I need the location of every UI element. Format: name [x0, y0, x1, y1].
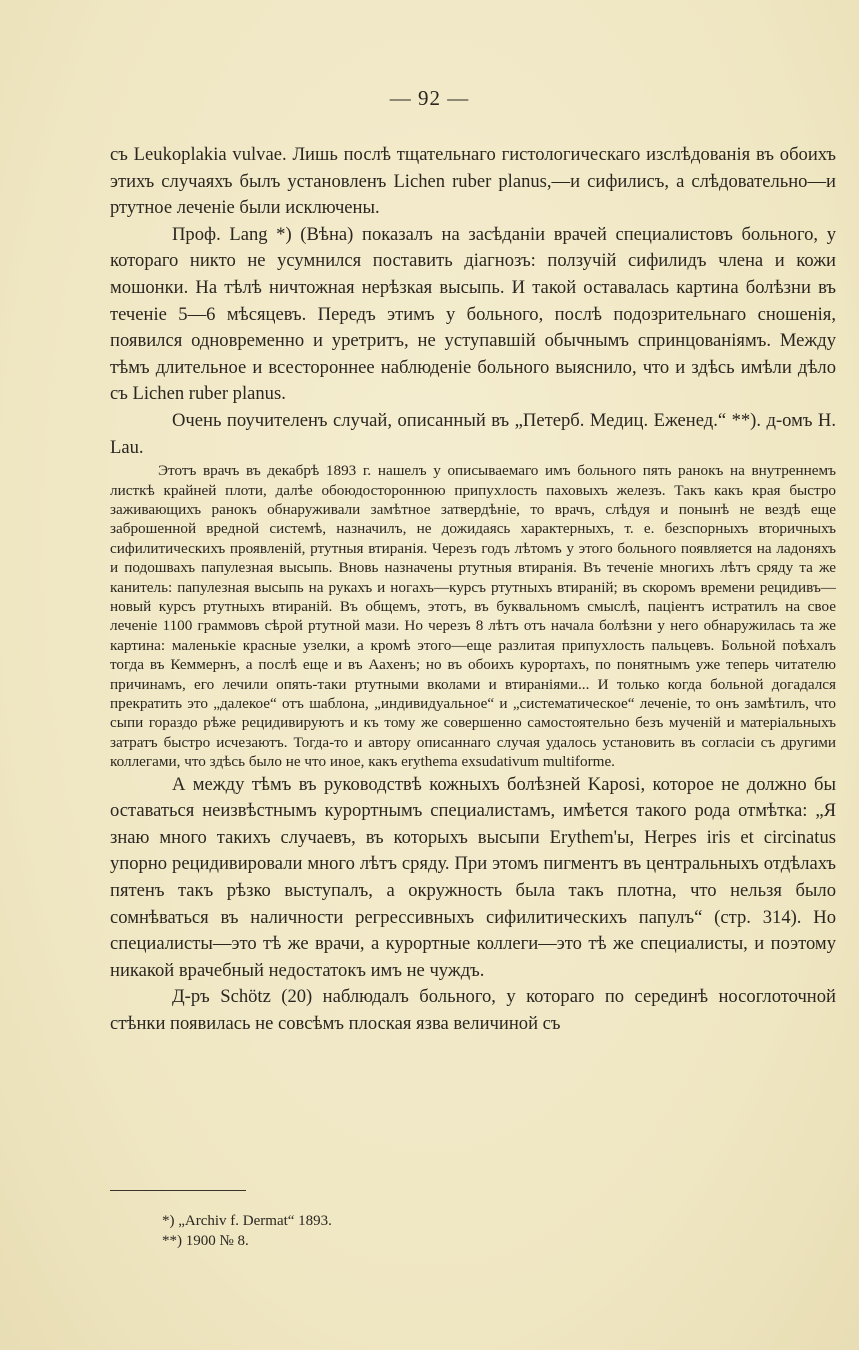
paragraph-3: Очень поучителенъ случай, описанный въ „Петерб. Медиц. Еженед.“ **). д-омъ Н. Lau.	[110, 409, 836, 458]
footnote-1: *) „Archiv f. Dermat“ 1893.	[162, 1213, 332, 1229]
paragraph-4: А между тѣмъ въ руководствѣ кожныхъ болѣзней Kaposi, которое не должно бы оставаться неизвѣстнымъ курортнымъ специалистамъ, имѣется такого рода отмѣтка: „Я знаю много такихъ случаевъ, въ которыхъ высыпи Erythem'ы, Herpes iris et circinatus упорно рецидивировали много лѣтъ сряду. При этомъ пигментъ въ центральныхъ отдѣлахъ пятенъ такъ рѣзко выступалъ, а окружность была такъ плотна, что нельзя было сомнѣваться въ наличности регрессивныхъ сифилитическихъ папулъ“ (стр. 314). Но специалисты—это тѣ же врачи, а курортные коллеги—это тѣ же специалисты, и поэтому никакой врачебный недостатокъ имъ не чуждъ.	[110, 773, 836, 981]
paragraph-5: Д-ръ Schötz (20) наблюдалъ больного, у котораго по серединѣ носоглоточной стѣнки появилась не совсѣмъ плоская язва величиной съ	[110, 986, 836, 1034]
paragraph-1: съ Leukoplakia vulvae. Лишь послѣ тщательнаго гистологическаго изслѣдованія въ обоихъ этихъ случаяхъ былъ установленъ Lichen ruber planus,—и сифилисъ, а слѣдовательно—и ртутное леченіе были исключены.	[110, 144, 836, 219]
page-number: — 92 —	[389, 86, 470, 110]
footnotes	[162, 1211, 332, 1251]
main-text	[110, 142, 836, 1038]
text-block-top	[110, 142, 836, 461]
case-description: Этотъ врачъ въ декабрѣ 1893 г. нашелъ у описываемаго имъ больного пять ранокъ на внутреннемъ листкѣ крайней плоти, далѣе обоюдостороннюю припухлость паховыхъ железъ. Такъ какъ края быстро заживающихъ ранокъ обнаруживали замѣтное затвердѣніе, то врачъ, слѣдуя и понынѣ не вездѣ еще заброшенной вредной системѣ, назначилъ, не дожидаясь характерныхъ, т. е. безспорныхъ вторичныхъ сифилитическихъ проявленій, ртутныя втиранія. Черезъ годъ лѣтомъ у этого больного появляется на ладоняхъ и подошвахъ папулезная высыпь. Вновь назначены ртутныя втиранія. Въ теченіе многихъ лѣтъ сряду та же канитель: папулезная высыпь на рукахъ и ногахъ—курсъ ртутныхъ втираній; въ скоромъ времени рецидивъ—новый курсъ ртутныхъ втираній. Въ общемъ, этотъ, въ буквальномъ смыслѣ, паціентъ истратилъ на свое леченіе 1100 граммовъ сѣрой ртутной мази. Но черезъ 8 лѣтъ отъ начала болѣзни у него обнаружилась та же картина: маленькіе красные узелки, а кромѣ этого—еще разлитая припухлость пальцевъ. Больной поѣхалъ тогда въ Кеммернъ, а послѣ еще и въ Аахенъ; но въ обоихъ курортахъ, по понятнымъ уже теперь читателю причинамъ, его лечили опять-таки ртутными вколами и втираніями... И только когда больной догадался прекратить это „далекое“ отъ шаблона, „индивидуальное“ и „систематическое“ леченіе, то онъ замѣтилъ, что сыпи гораздо рѣже рецидивируютъ и къ тому же совершенно самостоятельно безъ мученій и матеріальныхъ затратъ быстро исчезаютъ. Тогда-то и автору описаннаго случая удалось установить въ согласіи съ другими коллегами, что здѣсь было не что иное, какъ erythema exsudativum multiforme.	[110, 462, 836, 771]
footnote-divider	[110, 1190, 246, 1191]
paragraph-2: Проф. Lang *) (Вѣна) показалъ на засѣданіи врачей специалистовъ больного, у котораго никто не усумнился поставить діагнозъ: ползучій сифилидъ члена и кожи мошонки. На тѣлѣ ничтожная нерѣзкая высыпь. И такой оставалась картина болѣзни въ теченіе 5—6 мѣсяцевъ. Передъ этимъ у больного, послѣ подозрительнаго сношенія, появился одновременно и уретритъ, не уступавшій обычнымъ спринцованіямъ. Между тѣмъ длительное и всестороннее наблюденіе больного выяснило, что и здѣсь имѣли дѣло съ Lichen ruber planus.	[110, 223, 836, 405]
text-block-bottom	[110, 772, 836, 1038]
text-block-small	[110, 461, 836, 772]
footnote-2: **) 1900 № 8.	[162, 1233, 249, 1249]
